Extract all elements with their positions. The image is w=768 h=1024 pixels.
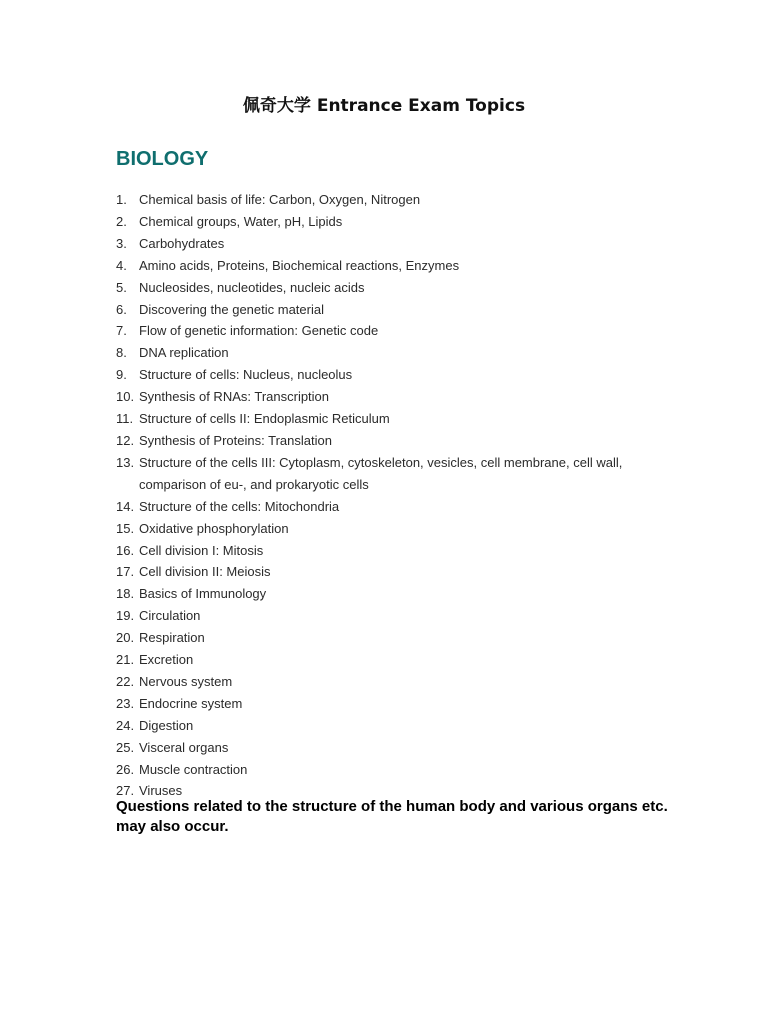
topic-text: DNA replication — [139, 345, 229, 361]
topic-item — [116, 320, 676, 342]
topic-item — [116, 737, 676, 759]
topic-number: 15. — [116, 520, 135, 536]
topic-number: 19. — [116, 608, 135, 624]
topic-number: 21. — [116, 652, 135, 668]
topic-text: Viruses — [139, 783, 183, 799]
topic-list — [116, 189, 676, 802]
topic-number: 27. — [116, 783, 135, 799]
topic-text: Structure of the cells: Mitochondria — [139, 498, 340, 514]
topic-text: Nervous system — [139, 673, 233, 689]
topic-number: 11. — [116, 411, 134, 427]
topic-text: Cell division II: Meiosis — [139, 564, 271, 580]
topic-text: Muscle contraction — [139, 761, 248, 777]
document-title: 佩奇大学 Entrance Exam Topics — [242, 96, 526, 116]
topic-text: Digestion — [139, 717, 194, 733]
topic-item — [116, 430, 676, 452]
topic-item — [116, 233, 676, 255]
topic-number: 26. — [116, 761, 135, 777]
topic-text: Cell division I: Mitosis — [139, 542, 264, 558]
topic-item — [116, 255, 676, 277]
topic-text: Chemical groups, Water, pH, Lipids — [139, 213, 343, 229]
topic-number: 20. — [116, 630, 135, 646]
topic-number: 6. — [116, 301, 127, 317]
topic-number: 16. — [116, 542, 135, 558]
topic-item — [116, 386, 676, 408]
topic-item — [116, 211, 676, 233]
topic-number: 24. — [116, 717, 135, 733]
topic-text: Structure of cells II: Endoplasmic Reticulum — [139, 411, 390, 427]
topic-number: 12. — [116, 432, 135, 448]
topic-number: 3. — [116, 235, 127, 251]
topic-item — [116, 452, 676, 496]
topic-number: 14. — [116, 498, 135, 514]
topic-text: Excretion — [139, 652, 194, 668]
topic-text: Synthesis of Proteins: Translation — [139, 432, 332, 448]
topic-number: 4. — [116, 257, 127, 273]
topic-text: Discovering the genetic material — [139, 301, 324, 317]
topic-number: 2. — [116, 213, 127, 229]
topic-item — [116, 583, 676, 605]
topic-number: 9. — [116, 367, 127, 383]
topic-number: 17. — [116, 564, 135, 580]
topic-text: Circulation — [139, 608, 201, 624]
topic-number: 10. — [116, 389, 135, 405]
topic-number: 8. — [116, 345, 127, 361]
topic-item — [116, 408, 676, 430]
topic-number: 25. — [116, 739, 135, 755]
topic-item — [116, 693, 676, 715]
topic-item — [116, 605, 676, 627]
closing-note: Questions related to the structure of the human body and various organs etc. may also occur. — [116, 798, 668, 835]
topic-number: 23. — [116, 695, 135, 711]
topic-item — [116, 759, 676, 781]
topic-text: Chemical basis of life: Carbon, Oxygen, Nitrogen — [139, 192, 421, 207]
topic-text: Synthesis of RNAs: Transcription — [139, 389, 330, 405]
topic-item — [116, 364, 676, 386]
topic-item — [116, 342, 676, 364]
topic-item — [116, 496, 676, 518]
topic-number: 13. — [116, 454, 135, 470]
topic-text: Oxidative phosphorylation — [139, 520, 289, 536]
topic-item — [116, 715, 676, 737]
topic-text: Visceral organs — [139, 739, 229, 755]
topic-text: Endocrine system — [139, 695, 243, 711]
topic-text: Respiration — [139, 630, 205, 646]
topic-text: Structure of cells: Nucleus, nucleolus — [139, 367, 353, 383]
topic-item — [116, 561, 676, 583]
topic-text: Basics of Immunology — [139, 586, 267, 602]
topic-item — [116, 189, 676, 211]
topic-text: Amino acids, Proteins, Biochemical reactions, Enzymes — [139, 257, 460, 273]
section-heading-biology: BIOLOGY — [116, 148, 209, 170]
topic-item — [116, 518, 676, 540]
topic-number: 1. — [116, 192, 127, 207]
topic-text: Flow of genetic information: Genetic code — [139, 323, 379, 339]
topic-text: Carbohydrates — [139, 235, 225, 251]
topic-item — [116, 299, 676, 321]
topic-item — [116, 540, 676, 562]
topic-number: 22. — [116, 673, 135, 689]
topic-number: 18. — [116, 586, 135, 602]
topic-number: 7. — [116, 323, 127, 339]
topic-item — [116, 649, 676, 671]
topic-item — [116, 671, 676, 693]
topic-item — [116, 277, 676, 299]
topic-text: Structure of the cells III: Cytoplasm, cytoskeleton, vesicles, cell membrane, cell wall, comparison of eu-, and prokaryotic cells — [139, 454, 623, 492]
topic-text: Nucleosides, nucleotides, nucleic acids — [139, 279, 365, 295]
topic-item — [116, 627, 676, 649]
topic-number: 5. — [116, 279, 127, 295]
